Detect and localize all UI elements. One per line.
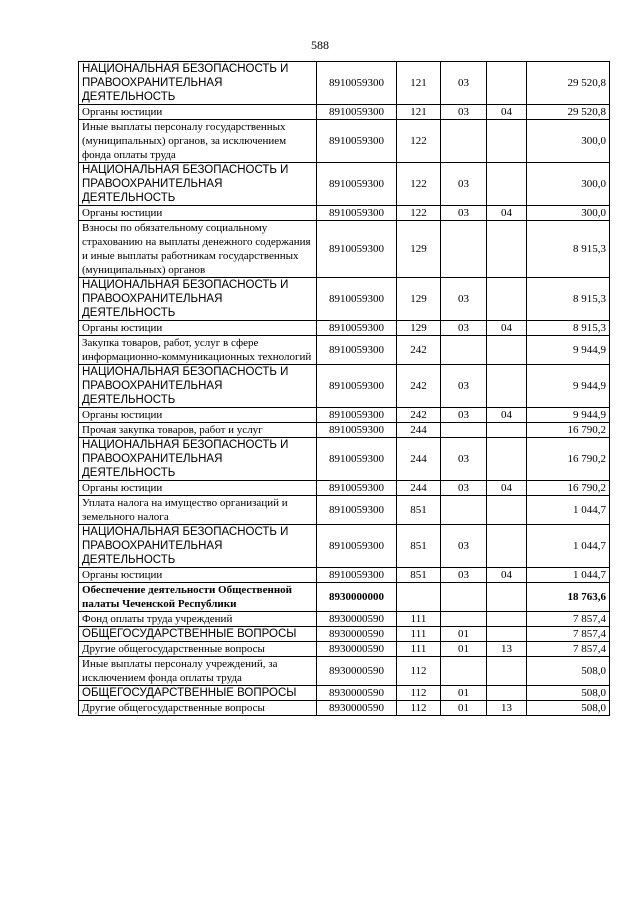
- row-subsection-cell: [487, 336, 527, 365]
- row-name-cell: Органы юстиции: [79, 105, 317, 120]
- row-amount-cell: 508,0: [527, 686, 610, 701]
- row-name-cell: Органы юстиции: [79, 568, 317, 583]
- row-amount-cell: 508,0: [527, 657, 610, 686]
- row-target-code-cell: 8930000590: [317, 701, 397, 716]
- table-row: [79, 105, 610, 120]
- row-target-code-cell: 8910059300: [317, 481, 397, 496]
- table-row: [79, 627, 610, 642]
- row-target-code-cell: 8910059300: [317, 336, 397, 365]
- row-amount-cell: 8 915,3: [527, 278, 610, 321]
- row-name-cell: НАЦИОНАЛЬНАЯ БЕЗОПАСНОСТЬ И ПРАВООХРАНИТЕЛЬНАЯ ДЕЯТЕЛЬНОСТЬ: [79, 163, 317, 206]
- row-amount-cell: 9 944,9: [527, 408, 610, 423]
- row-section-cell: [441, 583, 487, 612]
- row-section-cell: [441, 120, 487, 163]
- row-amount-cell: 9 944,9: [527, 365, 610, 408]
- row-amount-cell: 1 044,7: [527, 525, 610, 568]
- row-section-cell: 03: [441, 206, 487, 221]
- row-section-cell: 03: [441, 525, 487, 568]
- row-name-cell: Другие общегосударственные вопросы: [79, 701, 317, 716]
- table-row: [79, 120, 610, 163]
- row-subsection-cell: 04: [487, 105, 527, 120]
- row-expense-type-cell: 242: [397, 365, 441, 408]
- row-amount-cell: 300,0: [527, 120, 610, 163]
- row-name-cell: НАЦИОНАЛЬНАЯ БЕЗОПАСНОСТЬ И ПРАВООХРАНИТЕЛЬНАЯ ДЕЯТЕЛЬНОСТЬ: [79, 278, 317, 321]
- row-section-cell: 03: [441, 568, 487, 583]
- row-name-cell: Взносы по обязательному социальному страхованию на выплаты денежного содержания и иные выплаты работникам государственных (муниципальных) органов: [79, 221, 317, 278]
- row-amount-cell: 16 790,2: [527, 423, 610, 438]
- row-expense-type-cell: 244: [397, 438, 441, 481]
- row-name-cell: Закупка товаров, работ, услуг в сфере информационно-коммуникационных технологий: [79, 336, 317, 365]
- row-section-cell: 03: [441, 438, 487, 481]
- row-subsection-cell: [487, 365, 527, 408]
- table-row: [79, 686, 610, 701]
- row-amount-cell: 29 520,8: [527, 62, 610, 105]
- budget-table-body: [79, 62, 610, 716]
- row-amount-cell: 1 044,7: [527, 496, 610, 525]
- row-expense-type-cell: 122: [397, 163, 441, 206]
- row-amount-cell: 9 944,9: [527, 336, 610, 365]
- row-amount-cell: 16 790,2: [527, 481, 610, 496]
- row-section-cell: [441, 612, 487, 627]
- row-name-cell: Фонд оплаты труда учреждений: [79, 612, 317, 627]
- row-target-code-cell: 8910059300: [317, 221, 397, 278]
- row-section-cell: 03: [441, 163, 487, 206]
- row-section-cell: 01: [441, 627, 487, 642]
- row-section-cell: 03: [441, 278, 487, 321]
- row-expense-type-cell: 242: [397, 336, 441, 365]
- row-name-cell: НАЦИОНАЛЬНАЯ БЕЗОПАСНОСТЬ И ПРАВООХРАНИТЕЛЬНАЯ ДЕЯТЕЛЬНОСТЬ: [79, 438, 317, 481]
- table-row: [79, 206, 610, 221]
- row-expense-type-cell: 129: [397, 278, 441, 321]
- row-expense-type-cell: 112: [397, 701, 441, 716]
- row-amount-cell: 29 520,8: [527, 105, 610, 120]
- row-subsection-cell: [487, 163, 527, 206]
- table-row: [79, 365, 610, 408]
- row-expense-type-cell: 121: [397, 105, 441, 120]
- row-subsection-cell: [487, 423, 527, 438]
- row-subsection-cell: 04: [487, 568, 527, 583]
- table-row: [79, 642, 610, 657]
- row-expense-type-cell: 129: [397, 321, 441, 336]
- table-row: [79, 657, 610, 686]
- row-target-code-cell: 8910059300: [317, 163, 397, 206]
- row-expense-type-cell: 121: [397, 62, 441, 105]
- row-section-cell: 03: [441, 321, 487, 336]
- row-target-code-cell: 8910059300: [317, 105, 397, 120]
- row-section-cell: [441, 657, 487, 686]
- row-name-cell: Другие общегосударственные вопросы: [79, 642, 317, 657]
- row-target-code-cell: 8910059300: [317, 408, 397, 423]
- row-subsection-cell: 04: [487, 321, 527, 336]
- table-row: [79, 496, 610, 525]
- row-section-cell: [441, 496, 487, 525]
- row-subsection-cell: 04: [487, 481, 527, 496]
- row-subsection-cell: [487, 583, 527, 612]
- row-expense-type-cell: 112: [397, 657, 441, 686]
- row-target-code-cell: 8930000000: [317, 583, 397, 612]
- table-row: [79, 321, 610, 336]
- row-amount-cell: 7 857,4: [527, 627, 610, 642]
- row-target-code-cell: 8930000590: [317, 642, 397, 657]
- row-target-code-cell: 8930000590: [317, 686, 397, 701]
- row-subsection-cell: 13: [487, 642, 527, 657]
- row-expense-type-cell: 111: [397, 627, 441, 642]
- row-expense-type-cell: 111: [397, 642, 441, 657]
- row-name-cell: Обеспечение деятельности Общественной палаты Чеченской Республики: [79, 583, 317, 612]
- row-target-code-cell: 8910059300: [317, 62, 397, 105]
- row-subsection-cell: 04: [487, 206, 527, 221]
- row-section-cell: 03: [441, 365, 487, 408]
- row-expense-type-cell: 244: [397, 423, 441, 438]
- row-subsection-cell: [487, 627, 527, 642]
- row-amount-cell: 7 857,4: [527, 642, 610, 657]
- row-name-cell: НАЦИОНАЛЬНАЯ БЕЗОПАСНОСТЬ И ПРАВООХРАНИТЕЛЬНАЯ ДЕЯТЕЛЬНОСТЬ: [79, 62, 317, 105]
- row-target-code-cell: 8910059300: [317, 278, 397, 321]
- row-target-code-cell: 8930000590: [317, 612, 397, 627]
- table-row: [79, 423, 610, 438]
- row-name-cell: Иные выплаты персоналу государственных (муниципальных) органов, за исключением фонда оплаты труда: [79, 120, 317, 163]
- row-target-code-cell: 8910059300: [317, 206, 397, 221]
- row-name-cell: Органы юстиции: [79, 206, 317, 221]
- row-subsection-cell: [487, 657, 527, 686]
- row-section-cell: 03: [441, 105, 487, 120]
- row-subsection-cell: 04: [487, 408, 527, 423]
- table-row: [79, 336, 610, 365]
- row-amount-cell: 1 044,7: [527, 568, 610, 583]
- row-expense-type-cell: 111: [397, 612, 441, 627]
- row-expense-type-cell: [397, 583, 441, 612]
- row-subsection-cell: [487, 120, 527, 163]
- row-target-code-cell: 8910059300: [317, 365, 397, 408]
- row-target-code-cell: 8910059300: [317, 568, 397, 583]
- row-subsection-cell: [487, 221, 527, 278]
- table-row: [79, 568, 610, 583]
- row-subsection-cell: 13: [487, 701, 527, 716]
- row-subsection-cell: [487, 496, 527, 525]
- row-subsection-cell: [487, 278, 527, 321]
- table-row: [79, 438, 610, 481]
- row-amount-cell: 16 790,2: [527, 438, 610, 481]
- row-section-cell: [441, 221, 487, 278]
- row-name-cell: Иные выплаты персоналу учреждений, за исключением фонда оплаты труда: [79, 657, 317, 686]
- row-name-cell: Органы юстиции: [79, 408, 317, 423]
- row-expense-type-cell: 112: [397, 686, 441, 701]
- row-target-code-cell: 8910059300: [317, 423, 397, 438]
- table-row: [79, 525, 610, 568]
- row-target-code-cell: 8930000590: [317, 657, 397, 686]
- row-subsection-cell: [487, 62, 527, 105]
- row-section-cell: 03: [441, 408, 487, 423]
- table-row: [79, 701, 610, 716]
- table-row: [79, 62, 610, 105]
- row-expense-type-cell: 851: [397, 496, 441, 525]
- row-name-cell: НАЦИОНАЛЬНАЯ БЕЗОПАСНОСТЬ И ПРАВООХРАНИТЕЛЬНАЯ ДЕЯТЕЛЬНОСТЬ: [79, 525, 317, 568]
- table-row: [79, 408, 610, 423]
- row-section-cell: 03: [441, 62, 487, 105]
- table-row: [79, 583, 610, 612]
- table-row: [79, 278, 610, 321]
- row-expense-type-cell: 129: [397, 221, 441, 278]
- row-subsection-cell: [487, 438, 527, 481]
- row-section-cell: 01: [441, 701, 487, 716]
- row-name-cell: Прочая закупка товаров, работ и услуг: [79, 423, 317, 438]
- row-target-code-cell: 8910059300: [317, 120, 397, 163]
- row-section-cell: 03: [441, 481, 487, 496]
- row-name-cell: Органы юстиции: [79, 481, 317, 496]
- row-amount-cell: 300,0: [527, 206, 610, 221]
- row-section-cell: [441, 423, 487, 438]
- table-row: [79, 221, 610, 278]
- row-target-code-cell: 8930000590: [317, 627, 397, 642]
- row-subsection-cell: [487, 686, 527, 701]
- row-name-cell: Уплата налога на имущество организаций и земельного налога: [79, 496, 317, 525]
- row-amount-cell: 7 857,4: [527, 612, 610, 627]
- row-target-code-cell: 8910059300: [317, 438, 397, 481]
- row-target-code-cell: 8910059300: [317, 525, 397, 568]
- row-subsection-cell: [487, 612, 527, 627]
- row-name-cell: Органы юстиции: [79, 321, 317, 336]
- row-subsection-cell: [487, 525, 527, 568]
- row-name-cell: ОБЩЕГОСУДАРСТВЕННЫЕ ВОПРОСЫ: [79, 686, 317, 701]
- row-amount-cell: 8 915,3: [527, 221, 610, 278]
- row-expense-type-cell: 244: [397, 481, 441, 496]
- row-expense-type-cell: 851: [397, 568, 441, 583]
- row-expense-type-cell: 122: [397, 206, 441, 221]
- row-amount-cell: 18 763,6: [527, 583, 610, 612]
- row-expense-type-cell: 851: [397, 525, 441, 568]
- row-section-cell: 01: [441, 642, 487, 657]
- table-row: [79, 612, 610, 627]
- row-target-code-cell: 8910059300: [317, 496, 397, 525]
- row-name-cell: НАЦИОНАЛЬНАЯ БЕЗОПАСНОСТЬ И ПРАВООХРАНИТЕЛЬНАЯ ДЕЯТЕЛЬНОСТЬ: [79, 365, 317, 408]
- row-name-cell: ОБЩЕГОСУДАРСТВЕННЫЕ ВОПРОСЫ: [79, 627, 317, 642]
- row-section-cell: 01: [441, 686, 487, 701]
- page-number: 588: [311, 38, 329, 52]
- row-target-code-cell: 8910059300: [317, 321, 397, 336]
- row-amount-cell: 300,0: [527, 163, 610, 206]
- row-amount-cell: 508,0: [527, 701, 610, 716]
- table-row: [79, 481, 610, 496]
- row-section-cell: [441, 336, 487, 365]
- budget-table: [78, 61, 610, 716]
- row-amount-cell: 8 915,3: [527, 321, 610, 336]
- table-row: [79, 163, 610, 206]
- row-expense-type-cell: 122: [397, 120, 441, 163]
- row-expense-type-cell: 242: [397, 408, 441, 423]
